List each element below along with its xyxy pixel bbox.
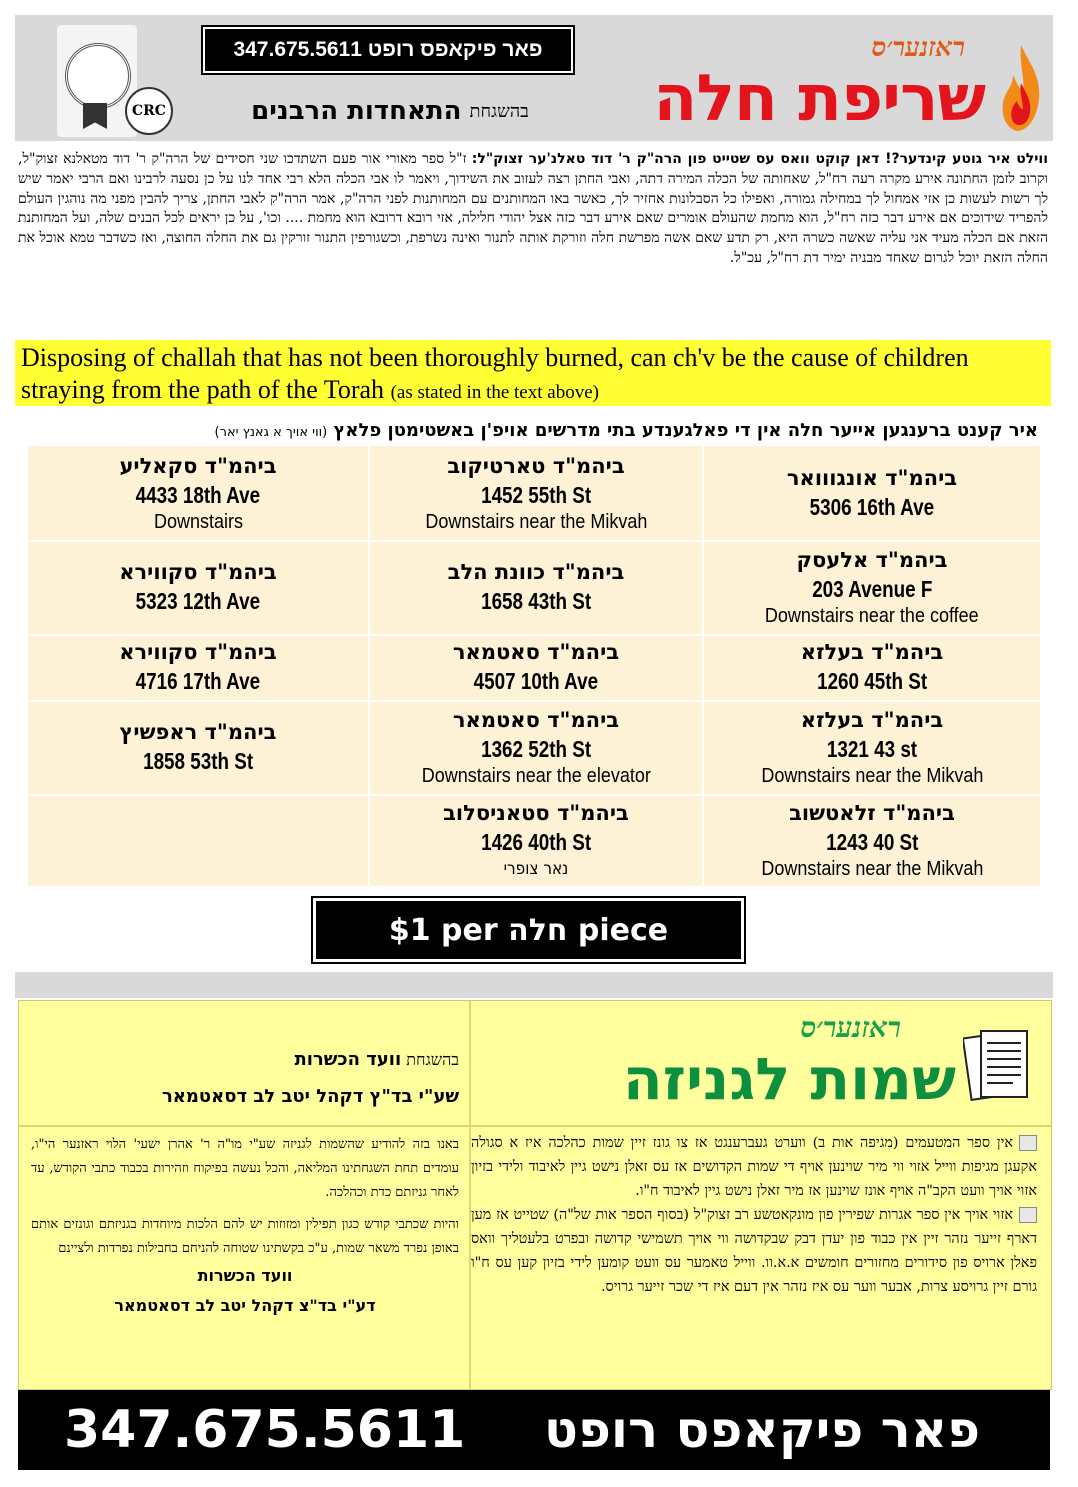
- document-bullet-icon: [1019, 1207, 1037, 1223]
- location-note: נאר צופרי: [503, 859, 569, 879]
- location-name: ביהמ"ד סקווירא: [119, 560, 277, 584]
- genizah-left-p2: והיות שכתבי קודש כגון תפילין ומזוזות יש להם הלכות מיוחדות בגניזתם וגונזים אותם באופן נפרד משאר שמות, ע"כ בקשתינו שטוחה להניחם בחבילות נפרדות ולציינם: [31, 1217, 459, 1256]
- location-row: [28, 700, 1040, 796]
- location-cell: [28, 634, 368, 700]
- crc-logo: CRC: [125, 87, 173, 135]
- location-name: ביהמ"ד סקאליע: [119, 454, 277, 478]
- genizah-signature-line: דע"י בד"צ דקהל יטב לב דסאטמאר: [114, 1296, 376, 1315]
- location-address: 5306 16th Ave: [809, 494, 935, 520]
- location-address: 1452 55th St: [480, 482, 592, 508]
- genizah-right-p1: אין ספר המטעמים (מגיפה אות ב) ווערט געברענגט אז צו גונז זיין שמות כהלכה איז א סגולה אקעגן מגיפות ווייל אזוי ווי מיר שוינען אויף די שמות הקדושים אז עס זאלן נישט גיין לאיבוד ולידי בזיון אזוי אויך וועט הקב"ה אויף אונז שוינען אז מיר זאלן נישט גיין לאיבוד ח"ו.: [471, 1135, 1037, 1199]
- location-row: [28, 794, 1040, 888]
- location-name: ביהמ"ד אלעסק: [796, 548, 948, 572]
- genizah-right-column: [471, 1131, 1037, 1381]
- genizah-brand: ראזנער׳ס: [800, 1011, 901, 1044]
- location-address: 1658 43th St: [480, 588, 592, 614]
- english-warning-aside: (as stated in the text above): [390, 382, 599, 403]
- location-address: 203 Avenue F: [811, 576, 933, 602]
- location-cell: [704, 634, 1040, 700]
- location-cell: [368, 700, 704, 794]
- header-banner: [15, 15, 1053, 141]
- location-note: Downstairs near the Mikvah: [760, 765, 984, 787]
- page-title: שריפת חלה: [653, 62, 985, 136]
- location-row: [28, 540, 1040, 636]
- phone-bar: פאר פיקאפס רופט 347.675.5611: [203, 27, 573, 73]
- footer-pickup: פאר פיקאפס רופט: [543, 1401, 980, 1459]
- location-cell: [368, 540, 704, 634]
- brand-name: ראזנער׳ס: [871, 33, 965, 63]
- location-name: ביהמ"ד ראפשיץ: [119, 720, 277, 744]
- location-address: 5323 12th Ave: [135, 588, 261, 614]
- location-address: 4716 17th Ave: [135, 668, 261, 694]
- location-row: [28, 446, 1040, 542]
- genizah-supervision-line2: שע"י בד"ץ דקהל יטב לב דסאטמאר: [161, 1086, 459, 1107]
- story-paragraph: [18, 150, 1048, 338]
- location-note: Downstairs near the elevator: [421, 765, 651, 787]
- supervision-line: [205, 91, 575, 131]
- location-cell: [368, 446, 704, 540]
- locations-heading: [20, 420, 1038, 444]
- location-cell: [28, 700, 368, 794]
- kashrus-seal-icon: [57, 25, 137, 137]
- location-name: ביהמ"ד בעלזא: [800, 640, 944, 664]
- genizah-supervision-prefix: בהשגחת: [406, 1050, 459, 1069]
- location-name: ביהמ"ד סאטמאר: [452, 640, 620, 664]
- documents-icon: [963, 1021, 1033, 1109]
- genizah-left-column: [31, 1133, 459, 1383]
- english-warning-text: Disposing of challah that has not been thoroughly burned, can ch'v be the cause of children straying from the path of the Torah: [21, 343, 969, 404]
- location-note: Downstairs: [153, 511, 243, 533]
- location-name: ביהמ"ד אונגווואר: [786, 466, 958, 490]
- locations-table: [28, 446, 1040, 886]
- section-divider: [15, 972, 1053, 998]
- location-cell: [704, 700, 1040, 794]
- header-divider: [19, 1125, 1051, 1127]
- genizah-supervision-org: וועד הכשרות: [294, 1049, 402, 1070]
- location-name: ביהמ"ד בעלזא: [800, 708, 944, 732]
- genizah-right-p2: אזוי אויך אין ספר אגרות שפירין פון מונקאטשע רב זצוק"ל (בסוף הספר אות של"ה) שטייט אז מען דארף זייער נזהר זיין אין כבוד פון יעדן דבק שבקדושה ווי אויך תשמישי קדושה ובפרט בלעטליך וואס פאלן ארויס פון סידורים מחזורים חומשים א.א.וו. ווייל טאמער עס וועט קומען לידי בזיון קען עס ח"ו גורם זיין גרויסע צרות, אבער ווער עס איז נזהר אין דעם איז די שכר זייער גרויס.: [471, 1207, 1037, 1295]
- location-name: ביהמ"ד טארטיקוב: [447, 454, 625, 478]
- location-cell: [28, 446, 368, 540]
- english-warning-banner: [15, 340, 1051, 406]
- location-name: ביהמ"ד סאטמאר: [452, 708, 620, 732]
- location-address: 1321 43 st: [826, 736, 918, 762]
- location-note: Downstairs near the Mikvah: [760, 858, 984, 880]
- location-cell: [368, 794, 704, 886]
- genizah-left-p1: באנו בזה להודיע שהשמות לגניזה שע"י מו"ה ר' אהרן ישעי' הלוי ראזנער הי"ו, עומדים תחת השגחתינו המליאה, והכל נעשה בפיקוח וזהירות בכבוד כתבי הקודש, עד לאחר גניזתם כדת וכהלכה.: [31, 1137, 459, 1200]
- document-bullet-icon: [1019, 1135, 1037, 1151]
- location-address: 1260 45th St: [816, 668, 928, 694]
- location-address: 1243 40 St: [825, 829, 919, 855]
- location-address: 4433 18th Ave: [135, 482, 261, 508]
- location-name: ביהמ"ד סטאניסלוב: [443, 801, 629, 825]
- price-box: $1 per חלה piece: [313, 898, 744, 962]
- location-note: Downstairs near the Mikvah: [424, 511, 648, 533]
- location-note: Downstairs near the coffee: [765, 605, 979, 627]
- locations-heading-text: איר קענט ברענגען אייער חלה אין די פאלגענדע בתי מדרשים אויפ'ן באשטימטן פלאץ: [333, 420, 1038, 441]
- location-name: ביהמ"ד כוונת הלב: [447, 560, 625, 584]
- supervision-org: התאחדות הרבנים: [251, 96, 462, 126]
- genizah-title: שמות לגניזה: [622, 1045, 956, 1113]
- location-address: 1426 40th St: [480, 829, 592, 855]
- footer-bar: [18, 1390, 1050, 1470]
- location-cell: [368, 634, 704, 700]
- story-lead: ווילט איר גוטע קינדער?! דאן קוקט וואס עס שטייט פון הרה"ק ר' דוד טאלנ'ער זצוק"ל:: [471, 151, 1048, 167]
- location-row: [28, 634, 1040, 702]
- genizah-signature-org: וועד הכשרות: [197, 1266, 293, 1285]
- location-cell: [704, 446, 1040, 540]
- location-address: 4507 10th Ave: [473, 668, 599, 694]
- flame-icon: [999, 43, 1043, 133]
- location-address: 1362 52th St: [480, 736, 592, 762]
- location-name: ביהמ"ד סקווירא: [119, 640, 277, 664]
- genizah-supervision: [39, 1049, 459, 1107]
- location-cell: [704, 540, 1040, 634]
- location-cell: [28, 794, 368, 886]
- location-cell: [704, 794, 1040, 886]
- location-name: ביהמ"ד זלאטשוב: [789, 801, 955, 825]
- supervision-prefix: בהשגחת: [469, 100, 529, 122]
- location-address: 1858 53th St: [142, 748, 254, 774]
- locations-heading-note: (ווי אויך א גאנץ יאר): [214, 425, 328, 440]
- story-body: ז"ל ספר מאורי אור פעם השתדכו שני חסידים של הרה"ק ר' דוד מטאלנא זצוק"ל, וקרוב לזמן החתונה אירע מקרה רעה רח"ל, שאחותה של הכלה המירה דתה, ואבי החתן רצה לעזוב את השידוך, ויאמר לו אבי הכלה הלא רבי אחד לנו על כן נסעה לרבינו ואם הרבי יאמר שיש לך רשות לעשות כן אזי אמחול לך במחילה גמורה, ואפילו כל הסבלונות אחזיר לך, כאשר באו המחותנים עם המחותנות לפני הרה"ק, אמר הרה"ק לאבי החתן, צריך להבין מפני מה נוהגין העולם להפריד שידוכים אם אירע דבר כזה רח"ל, הוא מחמת שהעולם אומרים שאם אירע דבר כזה אצל יהודי חלילה, אזי רובא דרובא הוא מחמת .... וכו', על כן יראים לכל הבנים שלה, ועל המחותנת הזאת אם הכלה מעיד אני עליה שאשה כשרה היא, רק תדע שאם אשה מפרשת חלה וזורקת אותה לתנור ואינה נשרפת, וכשגורפין התנור זורקין גם את החלה החוצה, ואז כשדבר טמא אוכל את החלה הזאת יוכל לגרום שאחד מבניה ימיר דת רח"ל, עכ"ל.: [18, 151, 1048, 266]
- footer-phone: 347.675.5611: [64, 1400, 466, 1460]
- genizah-ad: [18, 1000, 1052, 1390]
- location-cell: [28, 540, 368, 634]
